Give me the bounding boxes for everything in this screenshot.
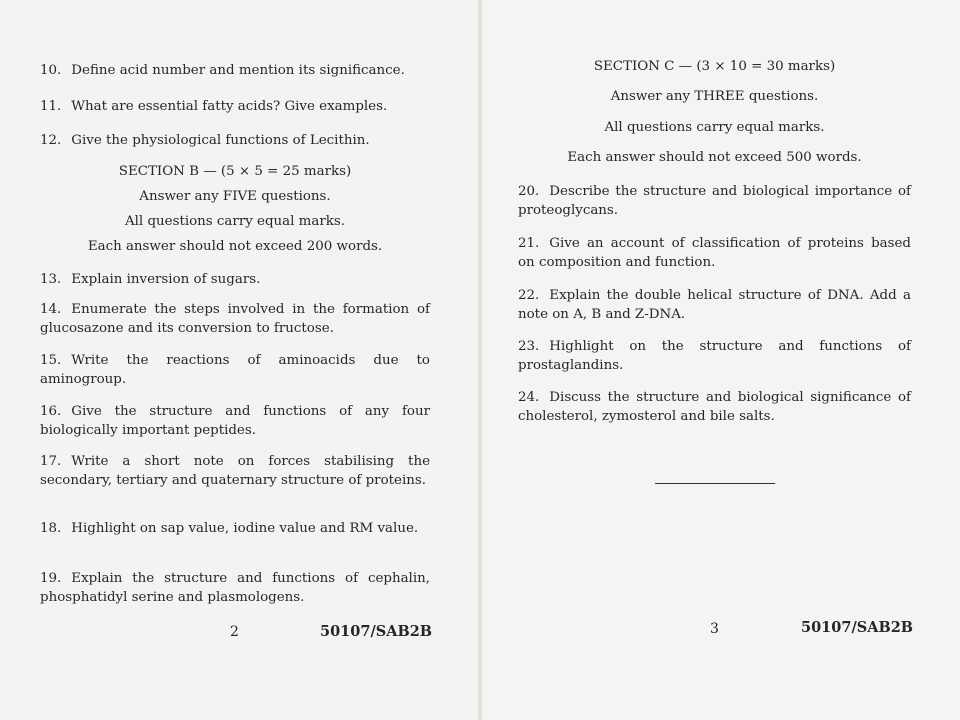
question-19: 19. Explain the structure and functions of cephalin, phosphatidyl serine and plasmologens. <box>40 571 430 605</box>
left-page <box>0 0 478 720</box>
paper-code: 50107/SAB2B <box>320 623 433 640</box>
right-page <box>482 0 960 720</box>
section-c-instruction-3: Each answer should not exceed 500 words. <box>567 150 862 165</box>
section-c-heading: SECTION C — (3 × 10 = 30 marks) <box>593 59 836 74</box>
section-c-instruction-1: Answer any THREE questions. <box>610 89 819 104</box>
question-15: 15. Write the reactions of aminoacids due to aminogroup. <box>40 353 430 387</box>
end-rule <box>655 483 775 484</box>
question-16: 16. Give the structure and functions of any four biologically important peptides. <box>40 404 430 438</box>
question-23: 23. Highlight on the structure and functions of prostaglandins. <box>518 339 911 373</box>
question-17: 17. Write a short note on forces stabilising the secondary, tertiary and quaternary structure of proteins. <box>40 454 430 488</box>
section-b-instruction-2: All questions carry equal marks. <box>124 214 346 229</box>
paper-code: 50107/SAB2B <box>801 619 914 636</box>
page-number: 2 <box>230 624 239 640</box>
question-24: 24. Discuss the structure and biological significance of cholesterol, zymosterol and bile salts. <box>518 390 911 424</box>
question-11: 11. What are essential fatty acids? Give examples. <box>40 99 388 114</box>
section-c-instruction-2: All questions carry equal marks. <box>604 120 825 135</box>
question-12: 12. Give the physiological functions of Lecithin. <box>40 133 370 148</box>
question-20: 20. Describe the structure and biological importance of proteoglycans. <box>518 184 911 218</box>
question-14: 14. Enumerate the steps involved in the formation of glucosazone and its conversion to fructose. <box>40 302 430 336</box>
question-13: 13. Explain inversion of sugars. <box>40 272 261 287</box>
question-18: 18. Highlight on sap value, iodine value and RM value. <box>40 521 419 536</box>
question-21: 21. Give an account of classification of proteins based on composition and function. <box>518 236 911 270</box>
question-22: 22. Explain the double helical structure of DNA. Add a note on A, B and Z-DNA. <box>518 288 911 322</box>
section-b-instruction-3: Each answer should not exceed 200 words. <box>87 239 383 254</box>
question-10: 10. Define acid number and mention its significance. <box>40 63 405 78</box>
page-number: 3 <box>710 621 719 637</box>
section-b-heading: SECTION B — (5 × 5 = 25 marks) <box>118 164 352 179</box>
section-b-instruction-1: Answer any FIVE questions. <box>139 189 331 204</box>
